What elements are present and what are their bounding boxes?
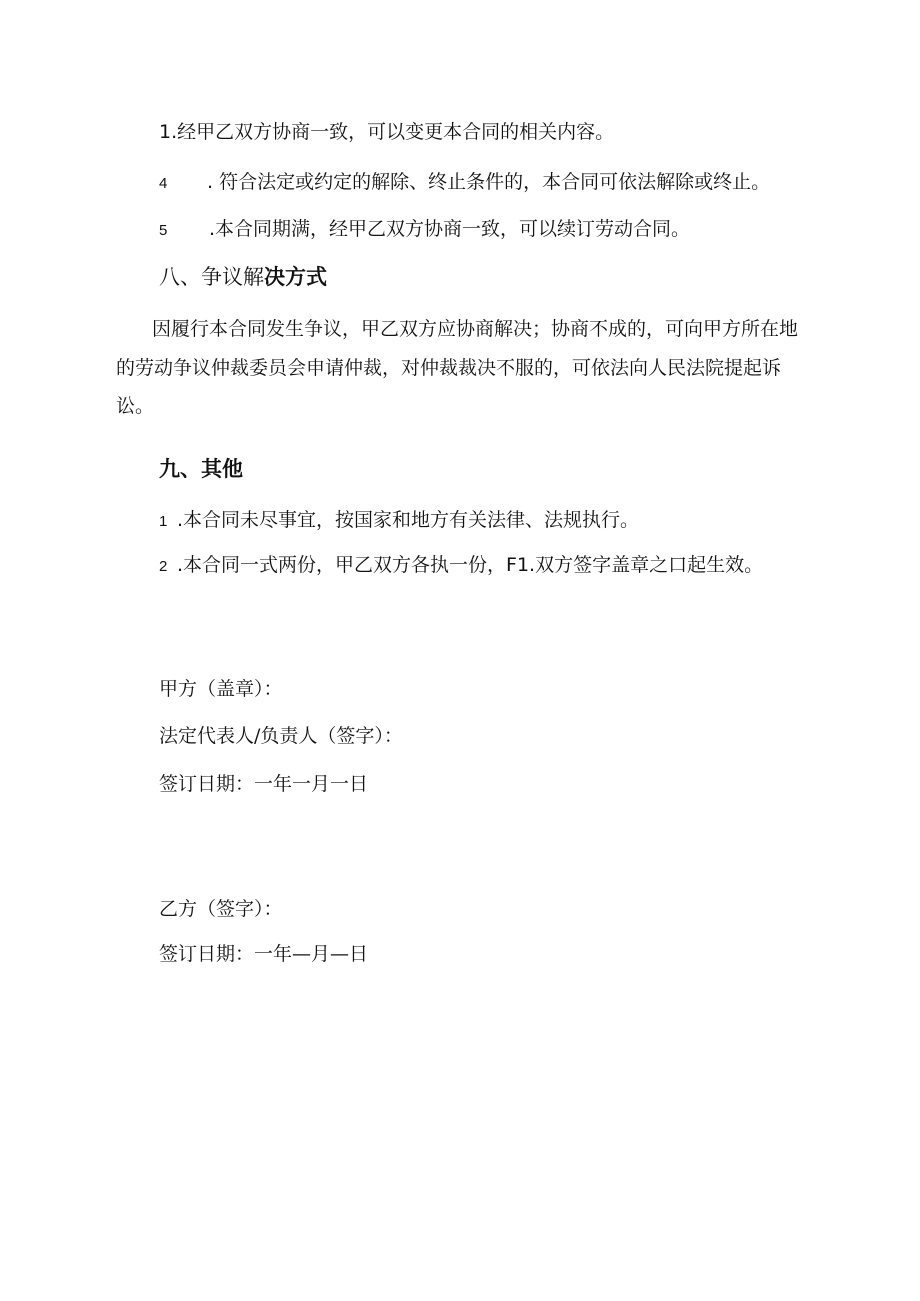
clause-item-4-number: 4 xyxy=(159,175,168,192)
other-item-2-number: 2 xyxy=(159,558,168,575)
clause-item-5-number: 5 xyxy=(159,222,168,239)
clause-item-5-text: .本合同期满，经甲乙双方协商一致，可以续订劳动合同。 xyxy=(209,218,691,240)
other-item-2 xyxy=(159,553,763,579)
section-heading-other-text: 九、其他 xyxy=(159,457,243,481)
clause-item-1 xyxy=(159,120,614,144)
section-heading-dispute xyxy=(159,264,327,290)
clause-item-4-text: . 符合法定或约定的解除、终止条件的，本合同可依法解除或终止。 xyxy=(207,171,771,193)
other-item-1 xyxy=(159,508,639,534)
section-heading-other xyxy=(159,456,243,482)
party-a-seal-label: 甲方（盖章）： xyxy=(159,678,283,700)
clause-item-1-text: 1.经甲乙双方协商一致，可以变更本合同的相关内容。 xyxy=(159,121,615,143)
other-item-2-text: .本合同一式两份，甲乙双方各执一份，F1.双方签字盖章之口起生效。 xyxy=(177,554,764,576)
section-heading-dispute-suffix: 决方式 xyxy=(264,265,327,289)
section-heading-dispute-prefix: 八、争议解 xyxy=(159,265,264,289)
clause-item-5 xyxy=(159,217,690,243)
other-item-1-text: .本合同未尽事宜，按国家和地方有关法律、法规执行。 xyxy=(177,509,640,531)
party-a-sign-date: 签订日期：一年一月一日 xyxy=(159,773,369,795)
dispute-paragraph-text: 因履行本合同发生争议，甲乙双方应协商解决；协商不成的，可向甲方所在地的劳动争议仲裁委员会申请仲裁，对仲裁裁决不服的，可依法向人民法院提起诉讼。 xyxy=(116,318,799,417)
clause-item-4 xyxy=(159,170,770,196)
party-b-sign-label: 乙方（签字）： xyxy=(159,898,283,920)
party-b-sign-date: 签订日期：一年—月—日 xyxy=(159,943,369,965)
dispute-paragraph xyxy=(116,310,806,426)
legal-representative-label: 法定代表人/负责人（签字）： xyxy=(159,725,403,747)
other-item-1-number: 1 xyxy=(159,513,168,530)
